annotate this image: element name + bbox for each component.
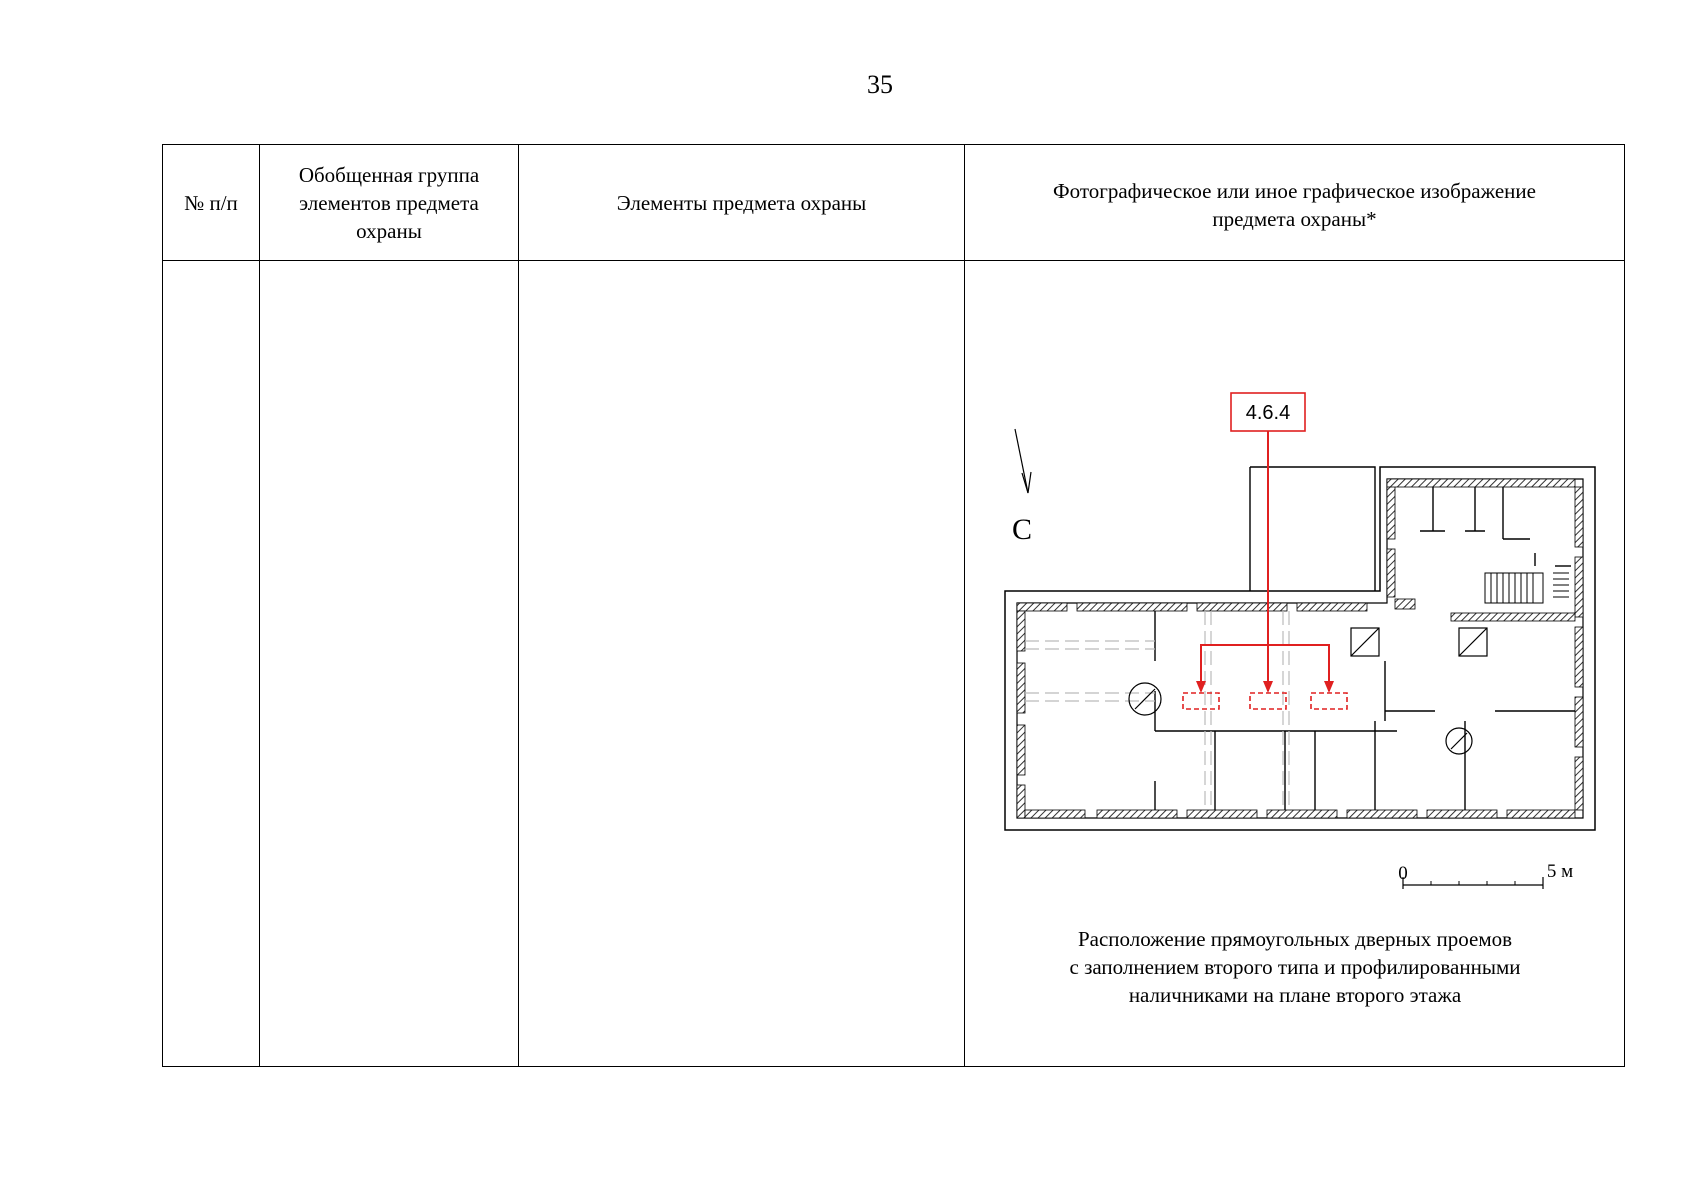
staircase: [1485, 573, 1569, 603]
header-image-line1: Фотографическое или иное графическое изображение: [1053, 179, 1536, 203]
page-number: 35: [867, 70, 893, 99]
north-arrow: [1012, 429, 1032, 546]
caption-line-1: Расположение прямоугольных дверных проемов: [1077, 927, 1513, 951]
door-opening-3: [1311, 693, 1347, 709]
drawing-caption: [965, 925, 1625, 1009]
stove-symbols: [1129, 628, 1487, 754]
scale-bar: [1398, 861, 1573, 889]
callout-4-6-4: [1183, 393, 1347, 709]
caption-line-3: наличниками на плане второго этажа: [1128, 983, 1462, 1007]
cell-group: [260, 261, 519, 1067]
header-number: № п/п: [163, 145, 260, 261]
dashed-guides: [1025, 611, 1289, 810]
scale-end-label: 5 м: [1546, 861, 1574, 882]
header-image: [965, 145, 1625, 261]
header-group: Обобщенная группа элементов предмета охраны: [260, 145, 519, 261]
interior-walls: [1155, 487, 1575, 810]
cell-image: [965, 261, 1625, 1067]
header-image-line2: предмета охраны*: [1212, 207, 1377, 231]
callout-label: 4.6.4: [1245, 402, 1291, 424]
door-opening-1: [1183, 693, 1219, 709]
scale-start-label: 0: [1398, 863, 1408, 884]
cell-elements: [519, 261, 965, 1067]
caption-line-2: с заполнением второго типа и профилированными: [1069, 955, 1521, 979]
north-label: С: [1011, 513, 1033, 546]
cell-number: [163, 261, 260, 1067]
header-elements: Элементы предмета охраны: [519, 145, 965, 261]
table-row: [163, 261, 1625, 1067]
protection-table: [162, 144, 1625, 1067]
door-opening-2: [1250, 693, 1286, 709]
table-header-row: [163, 145, 1625, 261]
